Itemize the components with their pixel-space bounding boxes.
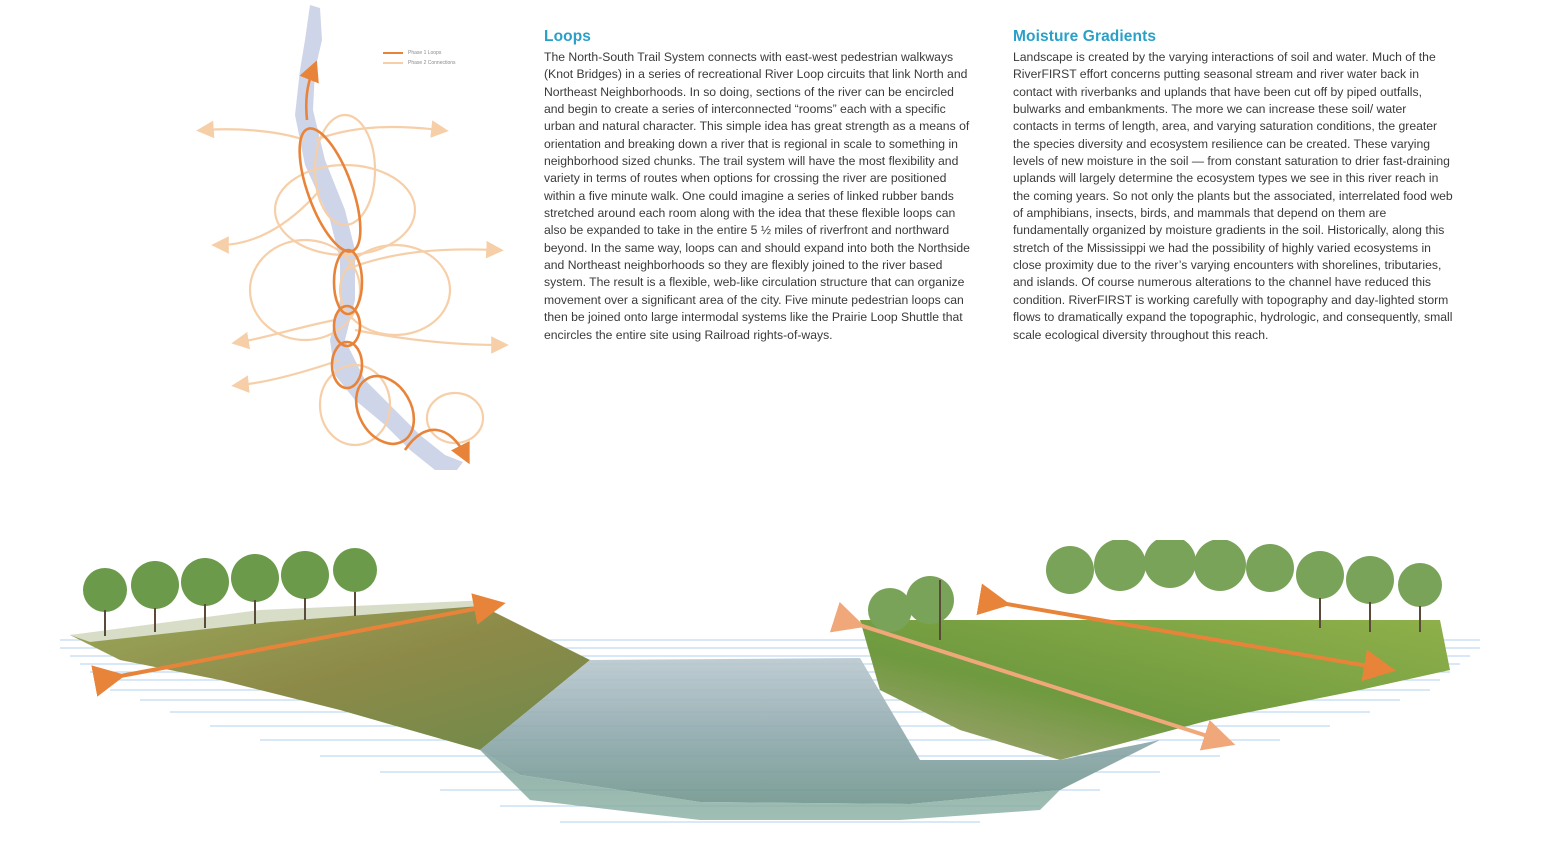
legend-label-phase2: Phase 2 Connections: [408, 60, 456, 66]
moisture-heading: Moisture Gradients: [1013, 28, 1157, 45]
legend-item-phase2: [383, 58, 456, 68]
legend-swatch-phase2: [383, 62, 403, 64]
loops-heading: Loops: [544, 28, 591, 45]
river-loops-map-graphic: [195, 0, 515, 480]
legend-label-phase1: Phase 1 Loops: [408, 50, 442, 56]
river-section-illustration: [60, 540, 1480, 844]
loops-section: [544, 28, 974, 344]
river-loops-map: [195, 0, 515, 480]
legend-swatch-phase1: [383, 52, 403, 54]
legend-item-phase1: [383, 48, 456, 58]
river-section-graphic: [60, 540, 1480, 844]
moisture-section: [1013, 28, 1453, 344]
map-legend: [383, 48, 456, 68]
loops-body: The North-South Trail System connects with east-west pedestrian walkways (Knot Bridges) in a series of recreational River Loop circuits that link North and Northeast Neighborhoods. In so doing, sections of the river can be encircled and begin to create a series of interconnected “rooms” each with a specific urban and natural character. This simple idea has great strength as a means of orientation and breaking down a river that is regional in scale to something in neighborhood sized chunks. The trail system will have the most flexibility and variety in terms of routes when options for crossing the river are positioned within a five minute walk. One could imagine a series of linked rubber bands stretched around each room along with the idea that these flexible loops can also be expanded to take in the entire 5 ½ miles of riverfront and northward beyond. In the same way, loops can and should expand into both the Northside and Northeast neighborhoods so they are flexibly joined to the river based system. The result is a flexible, web-like circulation structure that can organize movement over a significant area of the city. Five minute pedestrian loops can then be joined onto large intermodal systems like the Prairie Loop Shuttle that encircles the entire site using Railroad rights-of-ways.: [544, 50, 970, 342]
moisture-body: Landscape is created by the varying interactions of soil and water. Much of the RiverFIRST effort concerns putting seasonal stream and river water back in contact with riverbanks and uplands that have been cut off by piped outfalls, bulwarks and embankments. The more we can increase these soil/ water contacts in terms of length, area, and varying saturation conditions, the greater the species diversity and ecosystem resilience can be created. These varying levels of new moisture in the soil — from constant saturation to drier fast-draining uplands will largely determine the ecosystem types we see in this river reach in the coming years. So not only the plants but the associated, interrelated food web of amphibians, insects, birds, and mammals that depend on them are fundamentally organized by moisture gradients in the soil. Historically, along this stretch of the Mississippi we had the possibility of highly varied ecosystems in close proximity due to the river’s varying encounters with shorelines, tributaries, and islands. Of course numerous alterations to the channel have reduced this condition. RiverFIRST is working carefully with topography and day-lighted storm flows to dramatically expand the topographic, hydrologic, and consequently, small scale ecological diversity throughout this reach.: [1013, 50, 1453, 342]
